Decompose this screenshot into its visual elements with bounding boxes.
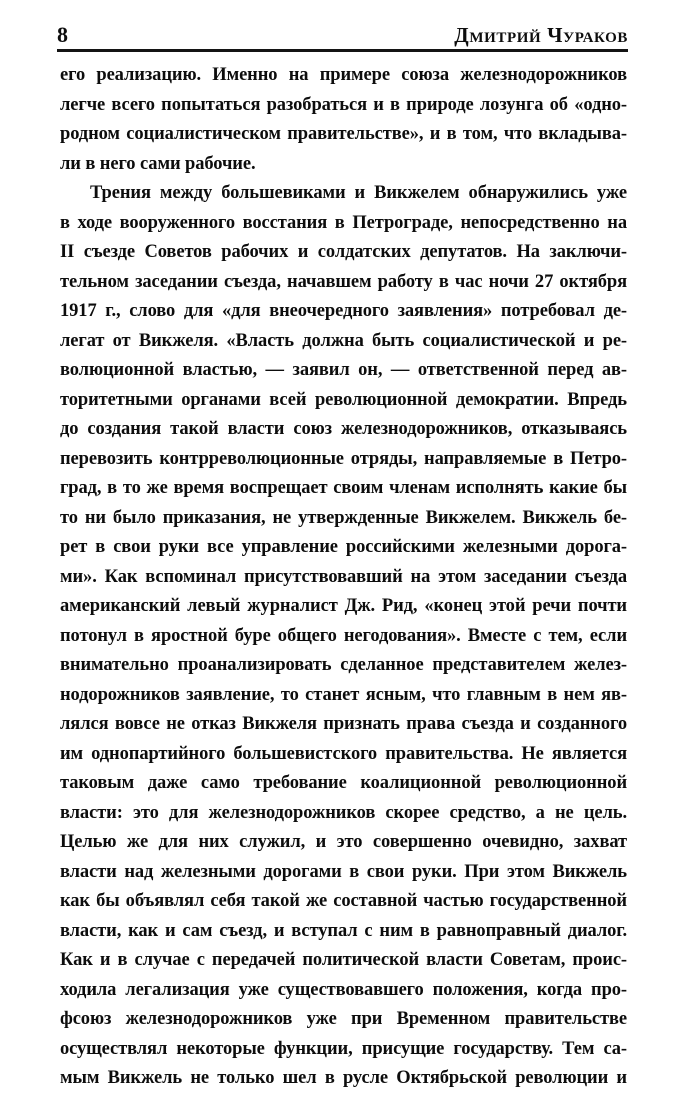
- text-line: власти над железными дорогами в свои руки. При этом Викжель: [60, 861, 627, 882]
- text-line: власти, как и сам съезд, и вступал с ним в равноправный диалог.: [60, 920, 627, 941]
- text-line: Как и в случае с передачей политической власти Советам, проис-: [60, 950, 627, 970]
- text-line: II съезде Советов рабочих и солдатских депутатов. На заключи-: [60, 242, 627, 262]
- text-line: его реализацию. Именно на примере союза железнодорожников: [60, 65, 627, 85]
- running-title-author: Дмитрий Чураков: [454, 23, 628, 47]
- text-line: до создания такой власти союз железнодорожников, отказываясь: [60, 419, 627, 439]
- text-line: то ни было приказания, не утвержденные Викжелем. Викжель бе-: [60, 507, 627, 528]
- body-text: [60, 61, 627, 1094]
- text-line: в ходе вооруженного восстания в Петрограде, непосредственно на: [60, 212, 627, 233]
- text-line: фсоюз железнодорожников уже при Временном правительстве: [60, 1009, 627, 1029]
- paragraph: [60, 179, 627, 1094]
- text-line: американский левый журналист Дж. Рид, «конец этой речи почти: [60, 596, 627, 616]
- text-line: нодорожников заявление, то станет ясным, что главным в нем яв-: [60, 684, 627, 705]
- text-line: родном социалистическом правительстве», и в том, что вкладыва-: [60, 124, 627, 144]
- text-line: ли в него сами рабочие.: [60, 153, 256, 174]
- text-line: тельном заседании съезда, начавшем работу в час ночи 27 октября: [60, 271, 627, 292]
- text-line: град, в то же время воспрещает своим членам исполнять какие бы: [60, 478, 627, 498]
- text-line: им однопартийного большевистского правительства. Не является: [60, 743, 627, 764]
- text-line: 1917 г., слово для «для внеочередного заявления» потребовал де-: [60, 301, 627, 321]
- page-header: [57, 14, 628, 52]
- text-line: ми». Как вспоминал присутствовавший на этом заседании съезда: [60, 566, 627, 587]
- text-line: власти: это для железнодорожников скорее средство, а не цель.: [60, 802, 627, 823]
- text-line: внимательно проанализировать сделанное представителем желез-: [60, 655, 627, 675]
- paragraph: [60, 61, 627, 179]
- text-line: рет в свои руки все управление российскими железными дорога-: [60, 537, 627, 557]
- text-line: мым Викжель не только шел в русле Октябрьской революции и: [60, 1068, 627, 1088]
- text-line: лялся вовсе не отказ Викжеля признать права съезда и созданного: [60, 714, 627, 734]
- text-line: легче всего попытаться разобраться и в природе лозунга об «одно-: [60, 94, 627, 115]
- text-line: перевозить контрреволюционные отряды, направляемые в Петро-: [60, 448, 627, 469]
- page-number: 8: [57, 22, 68, 47]
- text-line: потонул в яростной буре общего негодования». Вместе с тем, если: [60, 625, 627, 646]
- text-line: Трения между большевиками и Викжелем обнаружились уже: [90, 183, 627, 203]
- text-line: Целью же для них служил, и это совершенно очевидно, захват: [60, 832, 627, 852]
- text-line: легат от Викжеля. «Власть должна быть социалистической и ре-: [60, 330, 627, 351]
- text-line: волюционной властью, — заявил он, — ответственной перед ав-: [60, 360, 627, 380]
- text-line: ходила легализация уже существовавшего положения, когда про-: [60, 979, 627, 1000]
- text-line: торитетными органами всей революционной демократии. Впредь: [60, 389, 627, 410]
- text-line: осуществлял некоторые функции, присущие государству. Тем са-: [60, 1038, 627, 1059]
- text-line: таковым даже само требование коалиционной революционной: [60, 773, 627, 793]
- text-line: как бы объявлял себя такой же составной частью государственной: [60, 891, 627, 911]
